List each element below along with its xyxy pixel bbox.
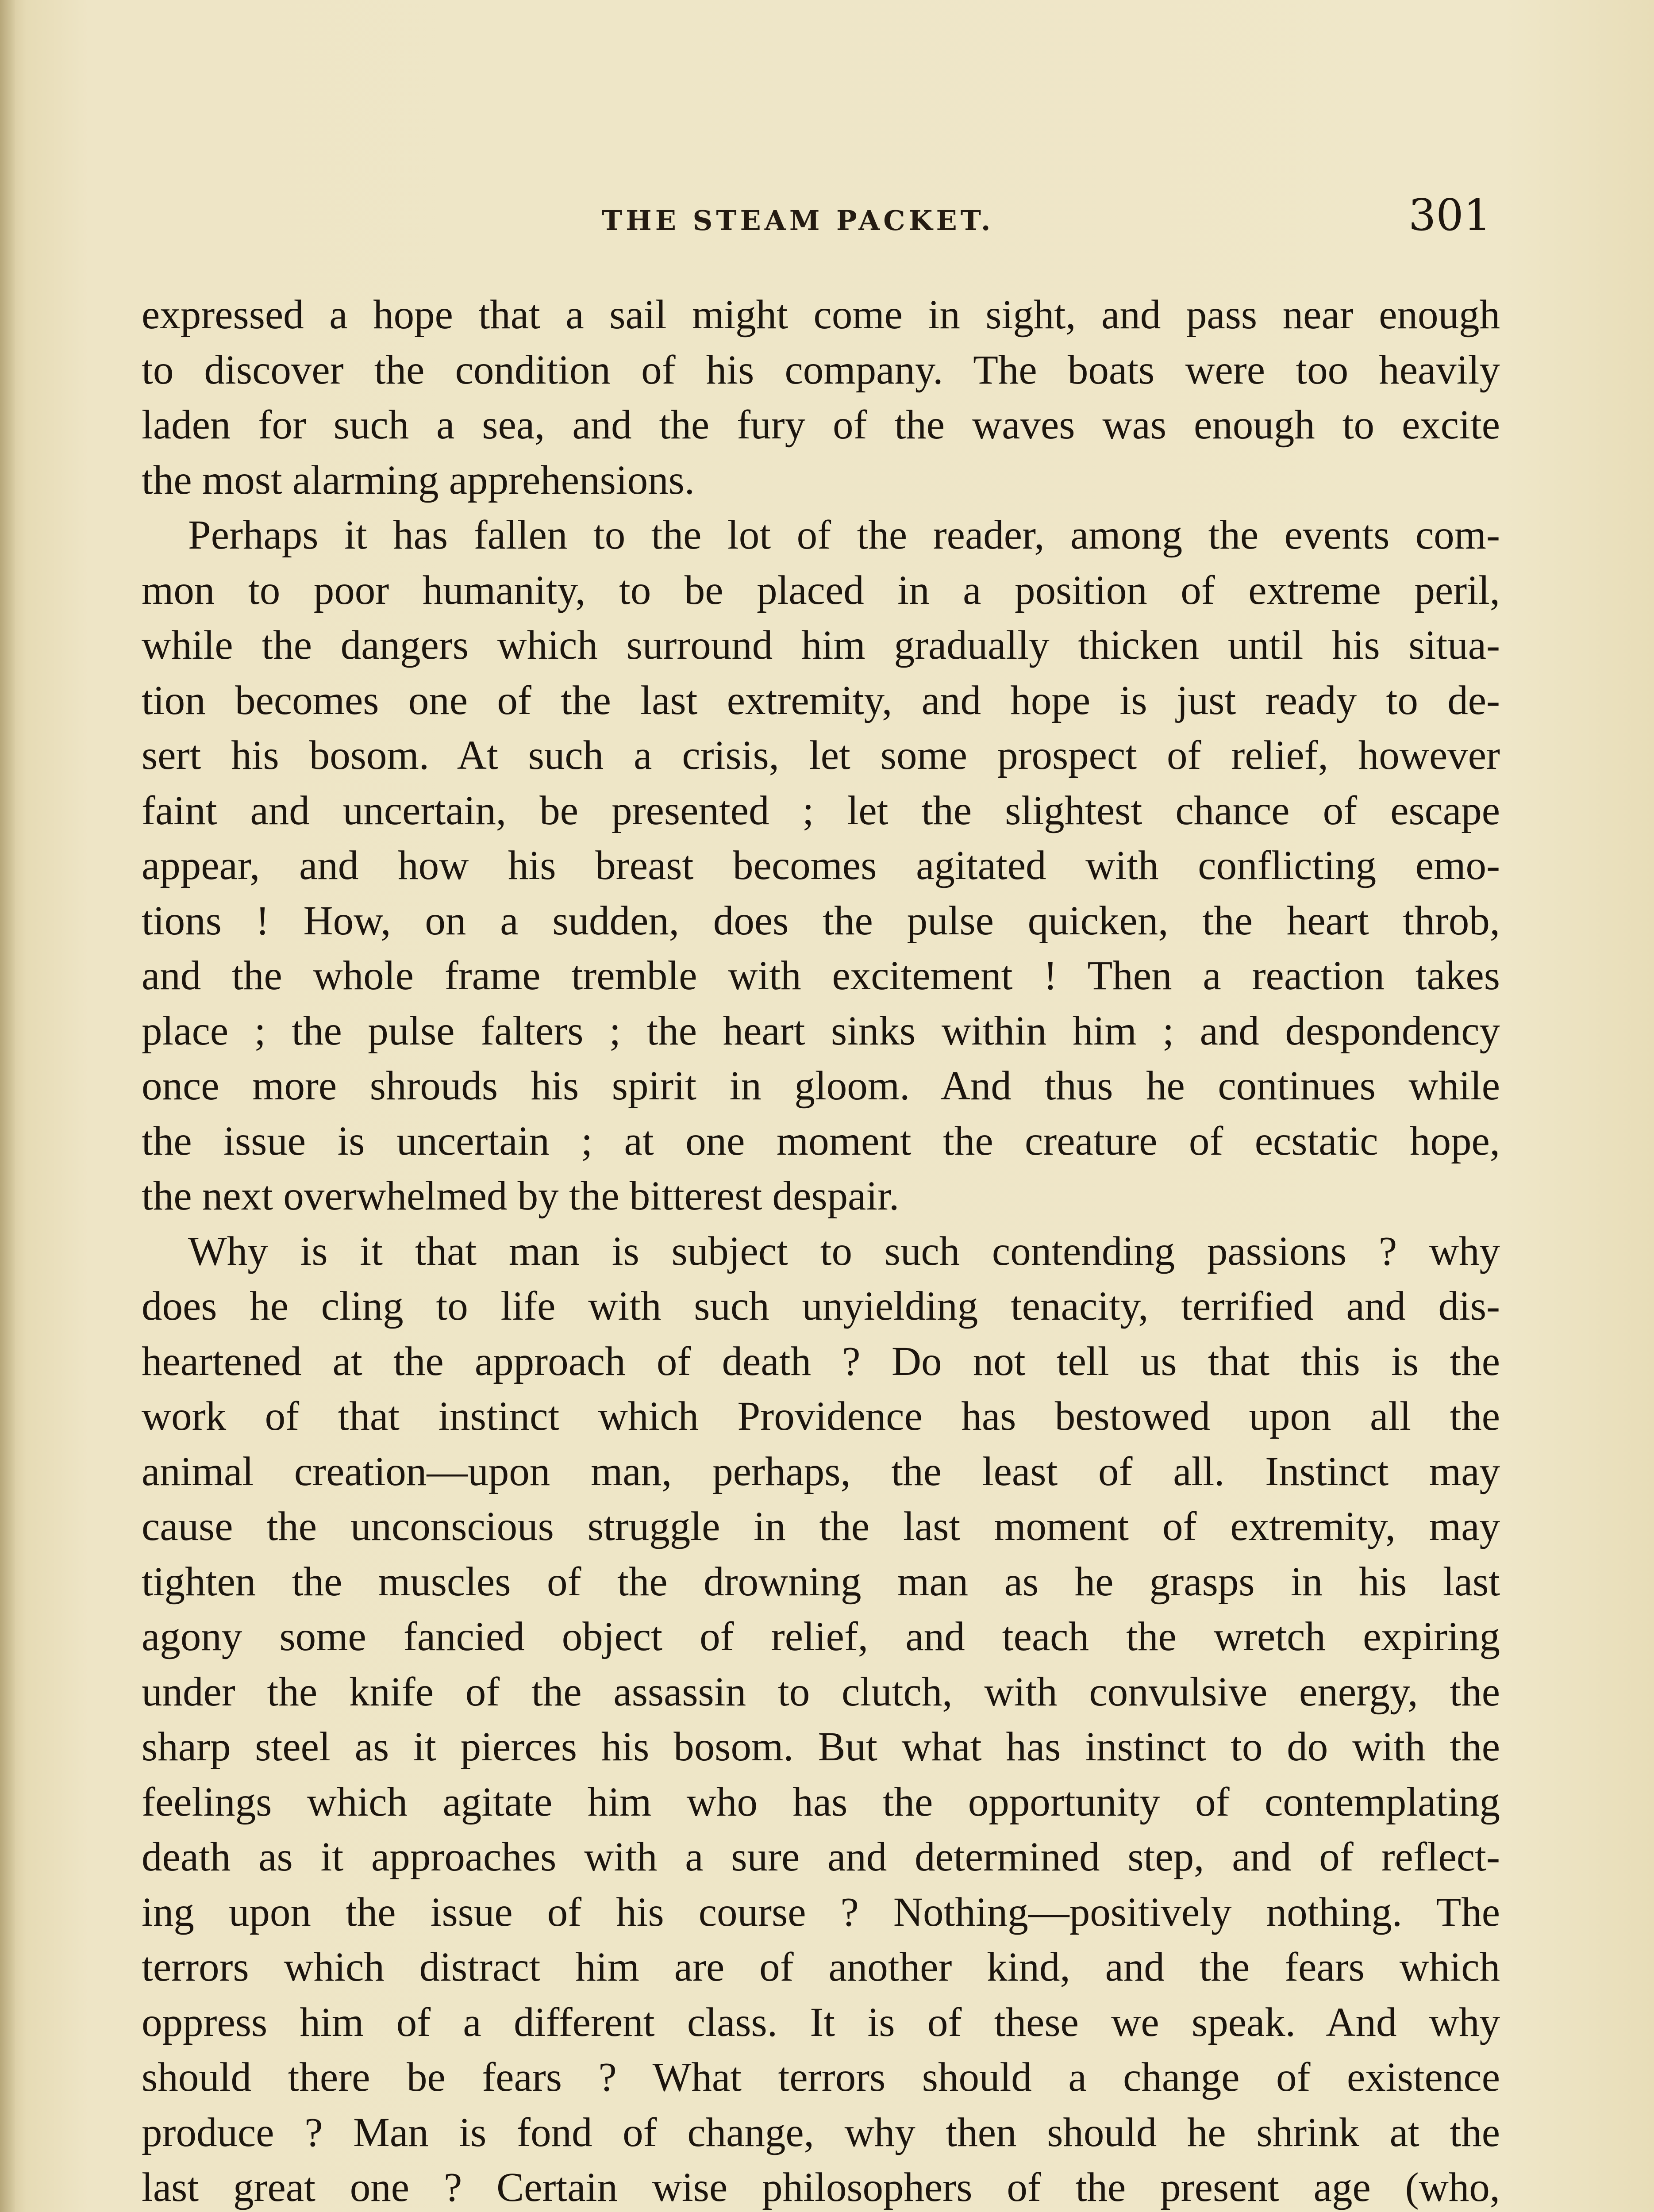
text-line: sharp steel as it pierces his bosom. But what has instinct to do with the xyxy=(142,1724,1500,1770)
page-gutter-shadow xyxy=(0,0,15,2212)
text-line: laden for such a sea, and the fury of the waves was enough to excite xyxy=(142,402,1500,448)
text-line: tions ! How, on a sudden, does the pulse quicken, the heart throb, xyxy=(142,898,1500,944)
text-line: ing upon the issue of his course ? Nothing—positively nothing. The xyxy=(142,1889,1500,1935)
text-line: Perhaps it has fallen to the lot of the reader, among the events com- xyxy=(188,512,1500,558)
text-line: while the dangers which surround him gradually thicken until his situa- xyxy=(142,622,1500,668)
text-line: to discover the condition of his company. The boats were too heavily xyxy=(142,347,1500,393)
text-line: expressed a hope that a sail might come in sight, and pass near enough xyxy=(142,292,1500,338)
text-line: oppress him of a different class. It is of these we speak. And why xyxy=(142,1999,1500,2045)
text-line: terrors which distract him are of another kind, and the fears which xyxy=(142,1944,1500,1990)
text-line: place ; the pulse falters ; the heart sinks within him ; and despondency xyxy=(142,1008,1500,1054)
body-text xyxy=(142,288,1500,2212)
text-line: tighten the muscles of the drowning man as he grasps in his last xyxy=(142,1559,1500,1605)
text-line: sert his bosom. At such a crisis, let some prospect of relief, however xyxy=(142,733,1500,778)
text-line: death as it approaches with a sure and determined step, and of reflect- xyxy=(142,1834,1500,1880)
running-title: THE STEAM PACKET. xyxy=(602,204,994,237)
text-line: cause the unconscious struggle in the last moment of extremity, may xyxy=(142,1504,1500,1549)
text-line: tion becomes one of the last extremity, and hope is just ready to de- xyxy=(142,677,1500,723)
text-line: agony some fancied object of relief, and teach the wretch expiring xyxy=(142,1614,1500,1659)
text-line: feelings which agitate him who has the opportunity of contemplating xyxy=(142,1779,1500,1825)
text-line: and the whole frame tremble with excitement ! Then a reaction takes xyxy=(142,953,1500,998)
text-line: produce ? Man is fond of change, why then should he shrink at the xyxy=(142,2109,1500,2155)
text-line: under the knife of the assassin to clutch, with convulsive energy, the xyxy=(142,1669,1500,1715)
text-line: does he cling to life with such unyielding tenacity, terrified and dis- xyxy=(142,1283,1500,1329)
page-number: 301 xyxy=(1408,190,1491,241)
text-line: Why is it that man is subject to such contending passions ? why xyxy=(188,1228,1500,1274)
text-line: faint and uncertain, be presented ; let the slightest chance of escape xyxy=(142,787,1500,833)
text-line: mon to poor humanity, to be placed in a position of extreme peril, xyxy=(142,567,1500,613)
text-line: once more shrouds his spirit in gloom. And thus he continues while xyxy=(142,1063,1500,1109)
text-line: heartened at the approach of death ? Do not tell us that this is the xyxy=(142,1338,1500,1384)
text-line: the next overwhelmed by the bitterest despair. xyxy=(142,1173,900,1219)
text-line: the issue is uncertain ; at one moment the creature of ecstatic hope, xyxy=(142,1118,1500,1164)
page-header xyxy=(602,190,1491,243)
text-line: work of that instinct which Providence has bestowed upon all the xyxy=(142,1394,1500,1439)
text-line: should there be fears ? What terrors should a change of existence xyxy=(142,2055,1500,2100)
text-line: last great one ? Certain wise philosophers of the present age (who, xyxy=(142,2165,1500,2210)
text-line: appear, and how his breast becomes agitated with conflicting emo- xyxy=(142,843,1500,888)
text-line: the most alarming apprehensions. xyxy=(142,457,695,503)
text-line: animal creation—upon man, perhaps, the least of all. Instinct may xyxy=(142,1448,1500,1494)
